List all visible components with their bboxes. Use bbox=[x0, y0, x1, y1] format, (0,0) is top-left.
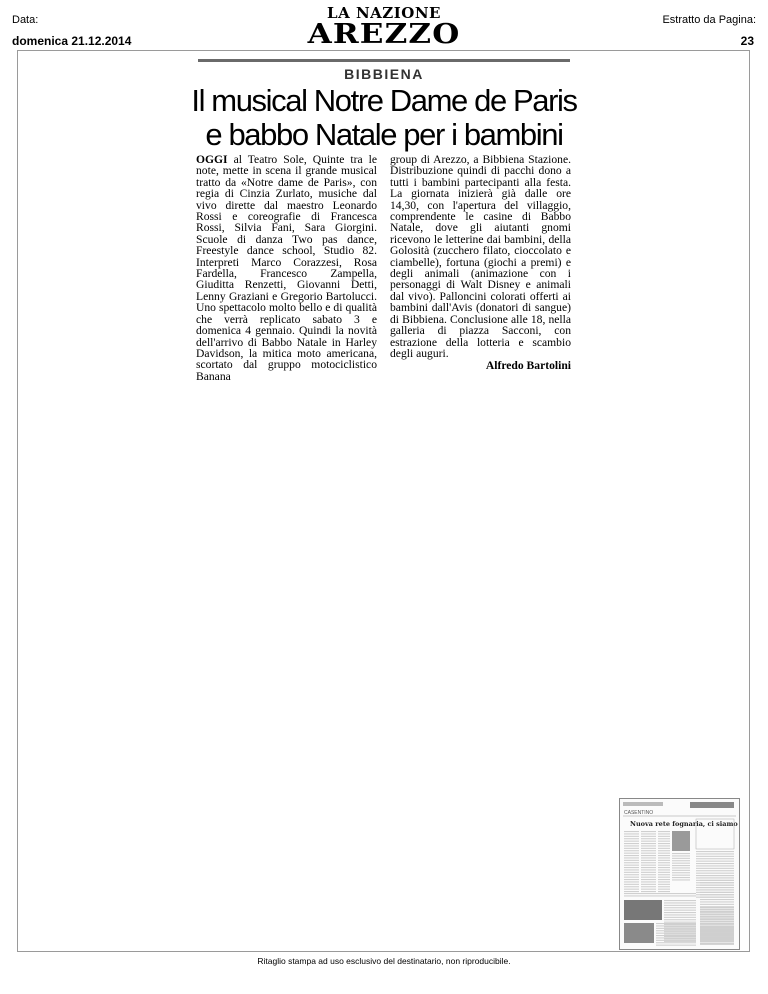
article-headline bbox=[180, 84, 588, 152]
masthead-edition: AREZZO bbox=[307, 19, 461, 50]
page-number: 23 bbox=[740, 34, 754, 48]
top-rule bbox=[198, 59, 570, 62]
footer-notice: Ritaglio stampa ad uso esclusivo del destinatario, non riproducibile. bbox=[257, 956, 511, 966]
article-body-text: group di Arezzo, a Bibbiena Stazione. Distribuzione quindi di pacchi dono a tutti i bambini partecipanti alla festa. La giornata inizierà già dalle ore 14,30, con l'apertura del villaggio, comprendente le casine di Babbo Natale, dove gli aiutanti gnomi ricevono le letterine dai bambini, della Golosità (zucchero filato, cioccolato e ciambelle), fortuna (giochi a premi) e degli animali (animazione con i personaggi di Walt Disney e animali dal vivo). Palloncini colorati offerti ai bambini dall'Avis (donatori di sangue) di Bibbiena. Conclusione alle 18, nella galleria di piazza Sacconi, con estrazione della lotteria e scambio degli auguri. bbox=[390, 153, 571, 360]
extract-page-label: Estratto da Pagina: bbox=[662, 14, 756, 26]
thumbnail-section: CASENTINO bbox=[624, 810, 654, 816]
article-kicker: BIBBIENA bbox=[344, 66, 424, 82]
article-column-2 bbox=[390, 154, 571, 372]
thumbnail-headline: Nuova rete fognaria, ci siamo bbox=[630, 820, 738, 828]
masthead-newspaper: LA NAZIONE bbox=[327, 4, 441, 22]
date-label: Data: bbox=[12, 14, 39, 26]
date-value: domenica 21.12.2014 bbox=[12, 34, 132, 48]
article-column-1 bbox=[196, 154, 377, 382]
article-lead-word: OGGI bbox=[196, 153, 228, 166]
page-thumbnail-image bbox=[620, 799, 739, 949]
page-thumbnail bbox=[619, 798, 740, 950]
article-byline: Alfredo Bartolini bbox=[485, 359, 571, 373]
headline-line: Il musical Notre Dame de Paris bbox=[191, 83, 577, 118]
headline-line: e babbo Natale per i bambini bbox=[205, 117, 563, 152]
article-body-text: al Teatro Sole, Quinte tra le note, mette in scena il grande musical tratto da «Notre dame de Paris», con regia di Cinzia Zurlato, musiche dal vivo dirette dal maestro Leonardo Rossi e coreografie di Francesca Rossi, Silvia Fani, Sara Giorgini. Scuole di danza Two pas dance, Freestyle dance school, Studio 82. Interpreti Marco Corazzesi, Rosa Fardella, Francesco Zampella, Giuditta Renzetti, Giovanni Detti, Lenny Graziani e Gregorio Bartolucci. Uno spettacolo molto bello e di qualità che verrà replicato sabato 3 e domenica 4 gennaio. Quindi la novità dell'arrivo di Babbo Natale in Harley Davidson, la mitica moto americana, scortato dal gruppo motociclistico Banana bbox=[196, 153, 377, 383]
